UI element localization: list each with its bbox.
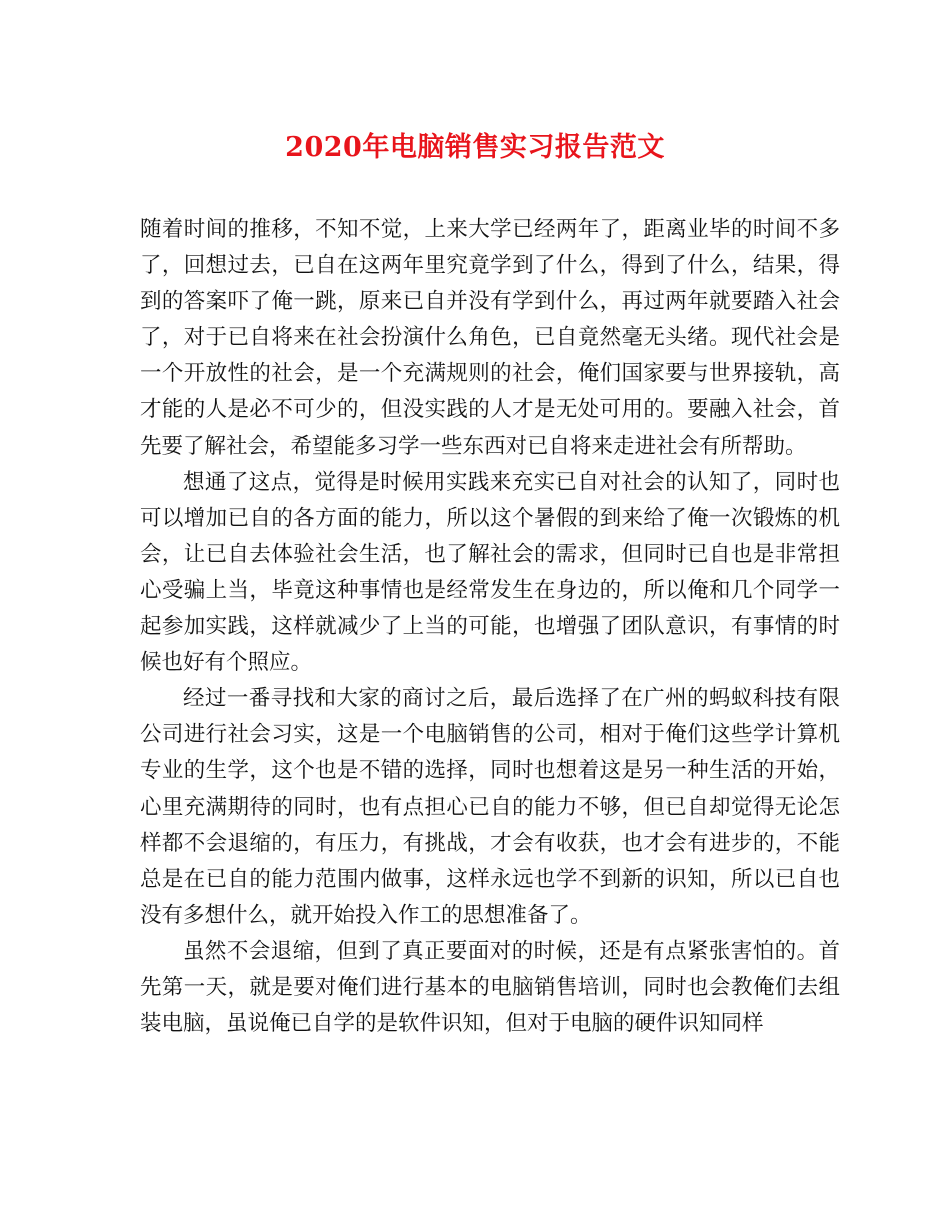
paragraph-1: 随着时间的推移，不知不觉，上来大学已经两年了，距离业毕的时间不多了，回想过去，已自在这两年里究竟学到了什么，得到了什么，结果，得到的答案吓了俺一跳，原来已自并没有学到什么，再过两年就要踏入社会了，对于已自将来在社会扮演什么角色，已自竟然毫无头绪。现代社会是一个开放性的社会，是一个充满规则的社会，俺们国家要与世界接轨，高才能的人是必不可少的，但没实践的人才是无处可用的。要融入社会，首先要了解社会，希望能多习学一些东西对已自将来走进社会有所帮助。 [140,217,840,459]
paragraph-3: 经过一番寻找和大家的商讨之后，最后选择了在广州的蚂蚁科技有限公司进行社会习实，这是一个电脑销售的公司，相对于俺们这些学计算机专业的生学，这个也是不错的选择，同时也想着这是另一种生活的开始，心里充满期待的同时，也有点担心已自的能力不够，但已自却觉得无论怎样都不会退缩的，有压力，有挑战，才会有收获，也才会有进步的，不能总是在已自的能力范围内做事，这样永远也学不到新的识知，所以已自也没有多想什么，就开始投入作工的思想准备了。 [140,686,840,928]
document-title: 2020年电脑销售实习报告范文 [285,132,665,163]
paragraph-2: 想通了这点，觉得是时候用实践来充实已自对社会的认知了，同时也可以增加已自的各方面的能力，所以这个暑假的到来给了俺一次锻炼的机会，让已自去体验社会生活，也了解社会的需求，但同时已自也是非常担心受骗上当，毕竟这种事情也是经常发生在身边的，所以俺和几个同学一起参加实践，这样就减少了上当的可能，也增强了团队意识，有事情的时候也好有个照应。 [140,469,840,676]
document-body [140,212,840,1042]
paragraph-4: 虽然不会退缩，但到了真正要面对的时候，还是有点紧张害怕的。首先第一天，就是要对俺们进行基本的电脑销售培训，同时也会教俺们去组装电脑，虽说俺已自学的是软件识知，但对于电脑的硬件识知同样 [140,938,840,1037]
